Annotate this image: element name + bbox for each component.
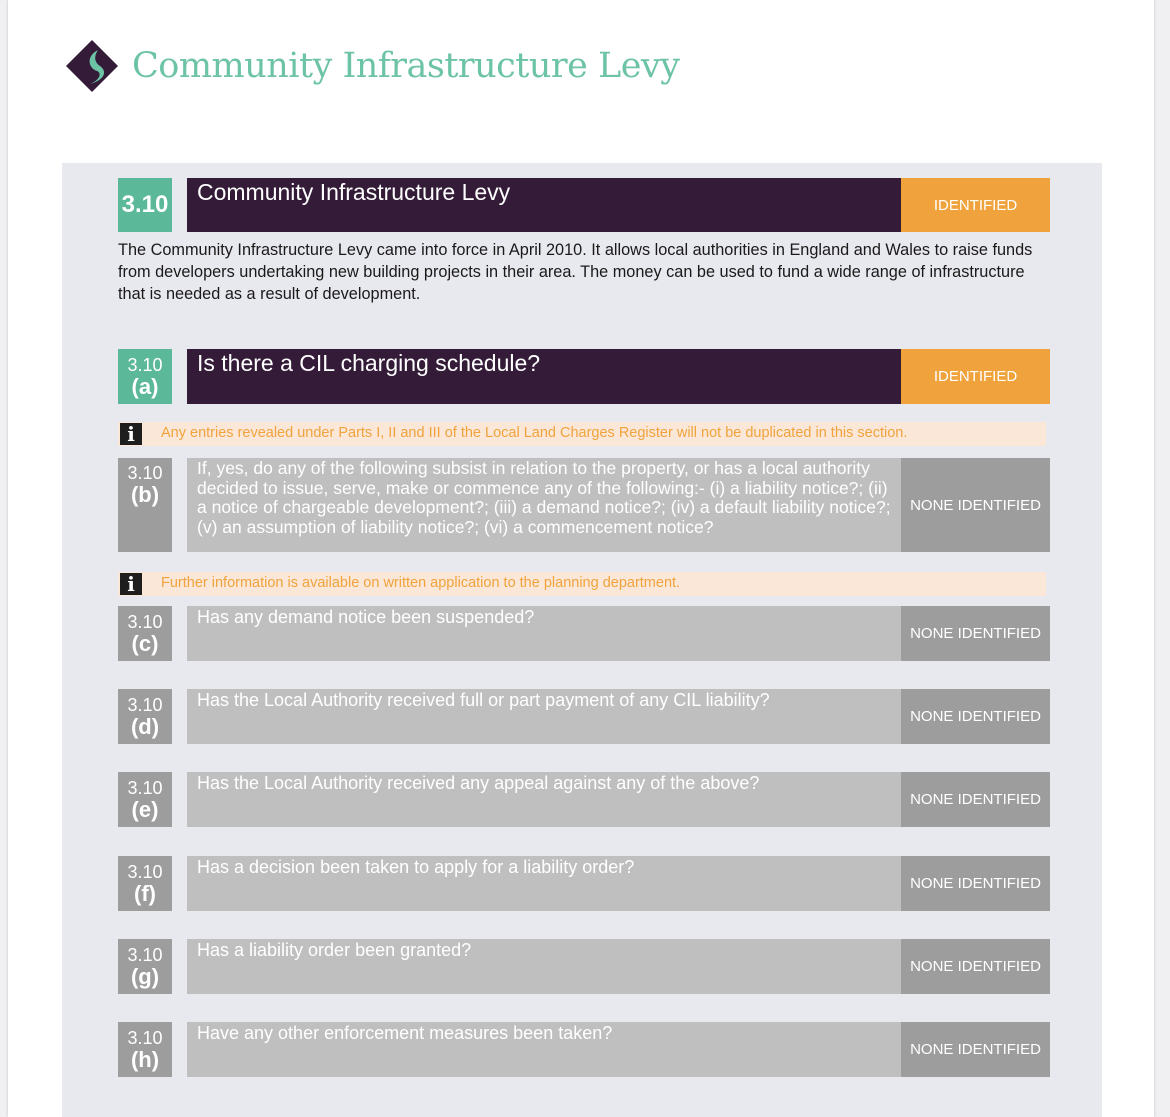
question-row-g xyxy=(118,939,1050,994)
question-text: Has any demand notice been suspended? xyxy=(187,606,901,661)
info-note-text: Further information is available on written application to the planning department. xyxy=(161,575,681,591)
document-page xyxy=(8,0,1154,1117)
question-text: Has the Local Authority received any appeal against any of the above? xyxy=(187,772,901,827)
question-row-f xyxy=(118,856,1050,911)
question-row-h xyxy=(118,1022,1050,1077)
info-note-text: Any entries revealed under Parts I, II and III of the Local Land Charges Register will not be duplicated in this section. xyxy=(161,425,908,441)
question-number: 3.10 (f) xyxy=(118,856,172,911)
info-icon: i xyxy=(120,573,142,595)
document-title: Community Infrastructure Levy xyxy=(132,46,680,86)
question-number: 3.10 (h) xyxy=(118,1022,172,1077)
info-icon: i xyxy=(120,423,142,445)
status-badge: NONE IDENTIFIED xyxy=(901,856,1050,911)
question-number: 3.10 (e) xyxy=(118,772,172,827)
question-text: Has the Local Authority received full or part payment of any CIL liability? xyxy=(187,689,901,744)
status-badge: NONE IDENTIFIED xyxy=(901,1022,1050,1077)
question-text: Is there a CIL charging schedule? xyxy=(187,349,901,404)
section-number: 3.10 xyxy=(118,178,172,232)
status-badge: NONE IDENTIFIED xyxy=(901,458,1050,552)
diamond-logo-icon xyxy=(64,38,120,94)
question-number: 3.10 (a) xyxy=(118,349,172,404)
question-number: 3.10 (c) xyxy=(118,606,172,661)
status-badge: NONE IDENTIFIED xyxy=(901,939,1050,994)
question-number: 3.10 (d) xyxy=(118,689,172,744)
question-row-d xyxy=(118,689,1050,744)
section-status-badge: IDENTIFIED xyxy=(901,178,1050,232)
question-row-b xyxy=(118,458,1050,552)
section-intro-text: The Community Infrastructure Levy came into force in April 2010. It allows local authorities in England and Wales to raise funds from developers undertaking new building projects in their area. The money can be used to fund a wide range of infrastructure that is needed as a result of development. xyxy=(118,241,1033,303)
status-badge: NONE IDENTIFIED xyxy=(901,606,1050,661)
document-header xyxy=(64,38,679,94)
question-number: 3.10 (b) xyxy=(118,458,172,552)
status-badge: NONE IDENTIFIED xyxy=(901,772,1050,827)
info-note xyxy=(118,422,1046,446)
cil-section-panel xyxy=(62,163,1102,1117)
question-row-c xyxy=(118,606,1050,661)
section-title: Community Infrastructure Levy xyxy=(187,178,901,232)
status-badge: NONE IDENTIFIED xyxy=(901,689,1050,744)
section-header-row xyxy=(118,178,1050,232)
question-number: 3.10 (g) xyxy=(118,939,172,994)
question-text: If, yes, do any of the following subsist in relation to the property, or has a local authority decided to issue, serve, make or commence any of the following:- (i) a liability notice?; (ii) a notice of chargeable development?; (iii) a demand notice?; (iv) a default liability notice?; (v) an assumption of liability notice?; (vi) a commencement notice? xyxy=(187,458,901,552)
question-row-e xyxy=(118,772,1050,827)
question-text: Have any other enforcement measures been taken? xyxy=(187,1022,901,1077)
status-badge: IDENTIFIED xyxy=(901,349,1050,404)
info-note xyxy=(118,572,1046,596)
question-text: Has a liability order been granted? xyxy=(187,939,901,994)
question-row-a xyxy=(118,349,1050,404)
question-text: Has a decision been taken to apply for a liability order? xyxy=(187,856,901,911)
